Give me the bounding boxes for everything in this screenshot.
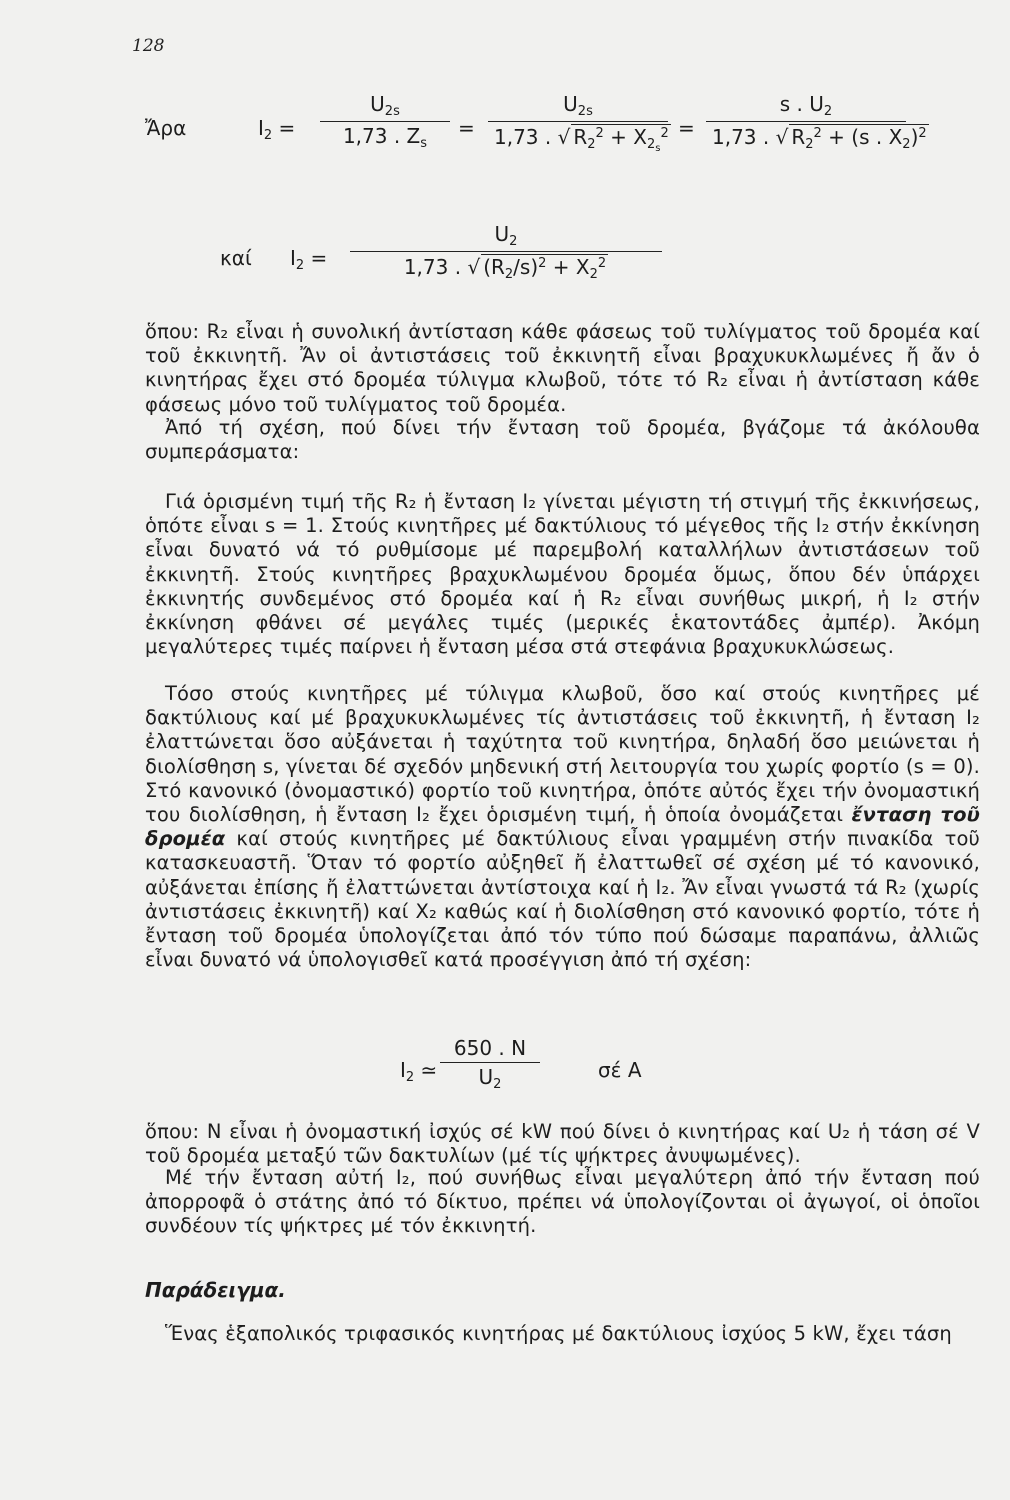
paragraph-where-n: ὅπου: N εἶναι ἡ ὀνομαστική ἰσχύς σέ kW πού δίνει ὁ κινητήρας καί U₂ ἡ τάση σέ V τοῦ δρομέα μεταξύ τῶν δακτυλίων (μέ τίς ψήκτρες ἀνυψωμένες). [145,1120,980,1168]
equation-1-fraction-1: $\frac{U_{2s}}{1,73 . Z_s}$ [320,92,450,151]
paragraph-text: καί στούς κινητῆρες μέ δακτύλιους εἶναι γραμμένη στήν πινακίδα τοῦ κατασκευαστῆ. Ὅταν τό φορτίο αὐξηθεῖ ἤ ἐλαττωθεῖ σέ σχέση μέ τό κανονικό, αὐξάνεται ἐπίσης ἤ ἐλαττώνεται ἀντίστοιχα καί ἡ I₂. Ἄν εἶναι γνωστά τά R₂ (χωρίς ἀντιστάσεις ἐκκινητῆ) καί X₂ καθώς καί ἡ διολίσθηση στό κανονικό φορτίο, τότε ἡ ἔνταση τοῦ δρομέα ὑπολογίζεται ἀπό τόν τύπο πού δώσαμε παραπάνω, ἀλλιῶς εἶναι δυνατό νά ὑπολογισθεῖ κατά προσέγγιση ἀπό τή σχέση: [145,827,980,972]
equals-sign: = [458,116,475,140]
paragraph-text: Τόσο στούς κινητῆρες μέ τύλιγμα κλωβοῦ, ὅσο καί στούς κινητῆρες μέ δακτύλιους καί μέ βραχυκυκλωμένες τίς ἀντιστάσεις τοῦ ἐκκινητῆ, ἡ ἔνταση I₂ ἐλαττώνεται ὅσο αὐξάνεται ἡ ταχύτητα τοῦ κινητήρα, δηλαδή ὅσο μειώνεται ἡ διολίσθηση s, γίνεται δέ σχεδόν μηδενική στή λειτουργία του χωρίς φορτίο (s = 0). Στό κανονικό (ὀνομαστικό) φορτίο τοῦ κινητήρα, ὁπότε αὐτός ἔχει τήν ὀνομαστική του διολίσθηση, ἡ ἔνταση I₂ ἔχει ὁρισμένη τιμή, ἡ ὁποία ὀνομάζεται [145,682,980,827]
equation-1-lhs: $I_2$ = [258,116,296,143]
paragraph-conductors: Μέ τήν ἔνταση αὐτή I₂, πού συνήθως εἶναι μεγαλύτερη ἀπό τήν ἔνταση πού ἀπορροφᾶ ὁ στάτης ἀπό τό δίκτυο, πρέπει νά ὑπολογίζονται οἱ ἀγωγοί, οἱ ὁποῖοι συνδέουν τίς ψήκτρες μέ τόν ἐκκινητή. [145,1166,980,1238]
equation-1-label: Ἄρα [145,116,187,140]
equation-1-fraction-3: $\frac{s . U_2}{1,73 . √ R_2^2 + (s . X_2)^2}$ [706,92,906,152]
paragraph-conclusions-intro: Ἀπό τή σχέση, πού δίνει τήν ἔνταση τοῦ δρομέα, βγάζομε τά ἀκόλουθα συμπεράσματα: [145,416,980,464]
paragraph-example-start: Ἕνας ἑξαπολικός τριφασικός κινητήρας μέ δακτύλιους ἰσχύος 5 kW, ἔχει τάση [165,1322,952,1345]
page-number: 128 [132,36,165,56]
equation-3-fraction: $\frac{650 . N}{U_2}$ [440,1036,540,1092]
equation-3-lhs: $I_2$ ≃ [400,1058,438,1085]
paragraph-starting-current: Γιά ὁρισμένη τιμή τῆς R₂ ἡ ἔνταση I₂ γίνεται μέγιστη τή στιγμή τῆς ἐκκινήσεως, ὁπότε εἶναι s = 1. Στούς κινητῆρες μέ δακτύλιους τό μέγεθος τῆς I₂ στήν ἐκκίνηση εἶναι δυνατό νά τό ρυθμίσομε μέ παρεμβολή καταλλήλων ἀντιστάσεων τοῦ ἐκκινητῆ. Στούς κινητῆρες βραχυκλωμένου δρομέα ὅμως, ὅπου δέν ὑπάρχει ἐκκινητής συνδεμένος στό δρομέα καί ἡ R₂ εἶναι συνήθως μικρή, ἡ I₂ στήν ἐκκίνηση φθάνει σέ μεγάλες τιμές (μερικές ἑκατοντάδες ἀμπέρ). Ἀκόμη μεγαλύτερες τιμές παίρνει ἡ ἔνταση μέσα στά στεφάνια βραχυκυκλώσεως. [145,490,980,659]
equation-2-label: καί [220,246,252,270]
equation-2-fraction: $\frac{U_2}{1,73 . √ (R_2/s)^2 + X_2^2}$ [350,222,662,282]
equation-1-fraction-2: $\frac{U_{2s}}{1,73 . √ R_2^2 + X_{2_s}^2}$ [488,92,668,154]
paragraph-rotor-current-load [145,682,980,972]
paragraph-where-r2: ὅπου: R₂ εἶναι ἡ συνολική ἀντίσταση κάθε φάσεως τοῦ τυλίγματος τοῦ δρομέα καί τοῦ ἐκκινητῆ. Ἄν οἱ ἀντιστάσεις τοῦ ἐκκινητῆ εἶναι βραχυκυκλωμένες ἤ ἄν ὁ κινητήρας ἔχει στό δρομέα τύλιγμα κλωβοῦ, τότε τό R₂ εἶναι ἡ ἀντίσταση κάθε φάσεως μόνο τοῦ τυλίγματος τοῦ δρομέα. [145,320,980,416]
equals-sign: = [678,116,695,140]
equation-3-unit: σέ A [598,1058,642,1082]
term-rotor-current: ἔνταση τοῦ δρομέα [145,803,980,851]
equation-2-lhs: $I_2$ = [290,246,328,273]
example-heading: Παράδειγμα. [145,1278,286,1302]
